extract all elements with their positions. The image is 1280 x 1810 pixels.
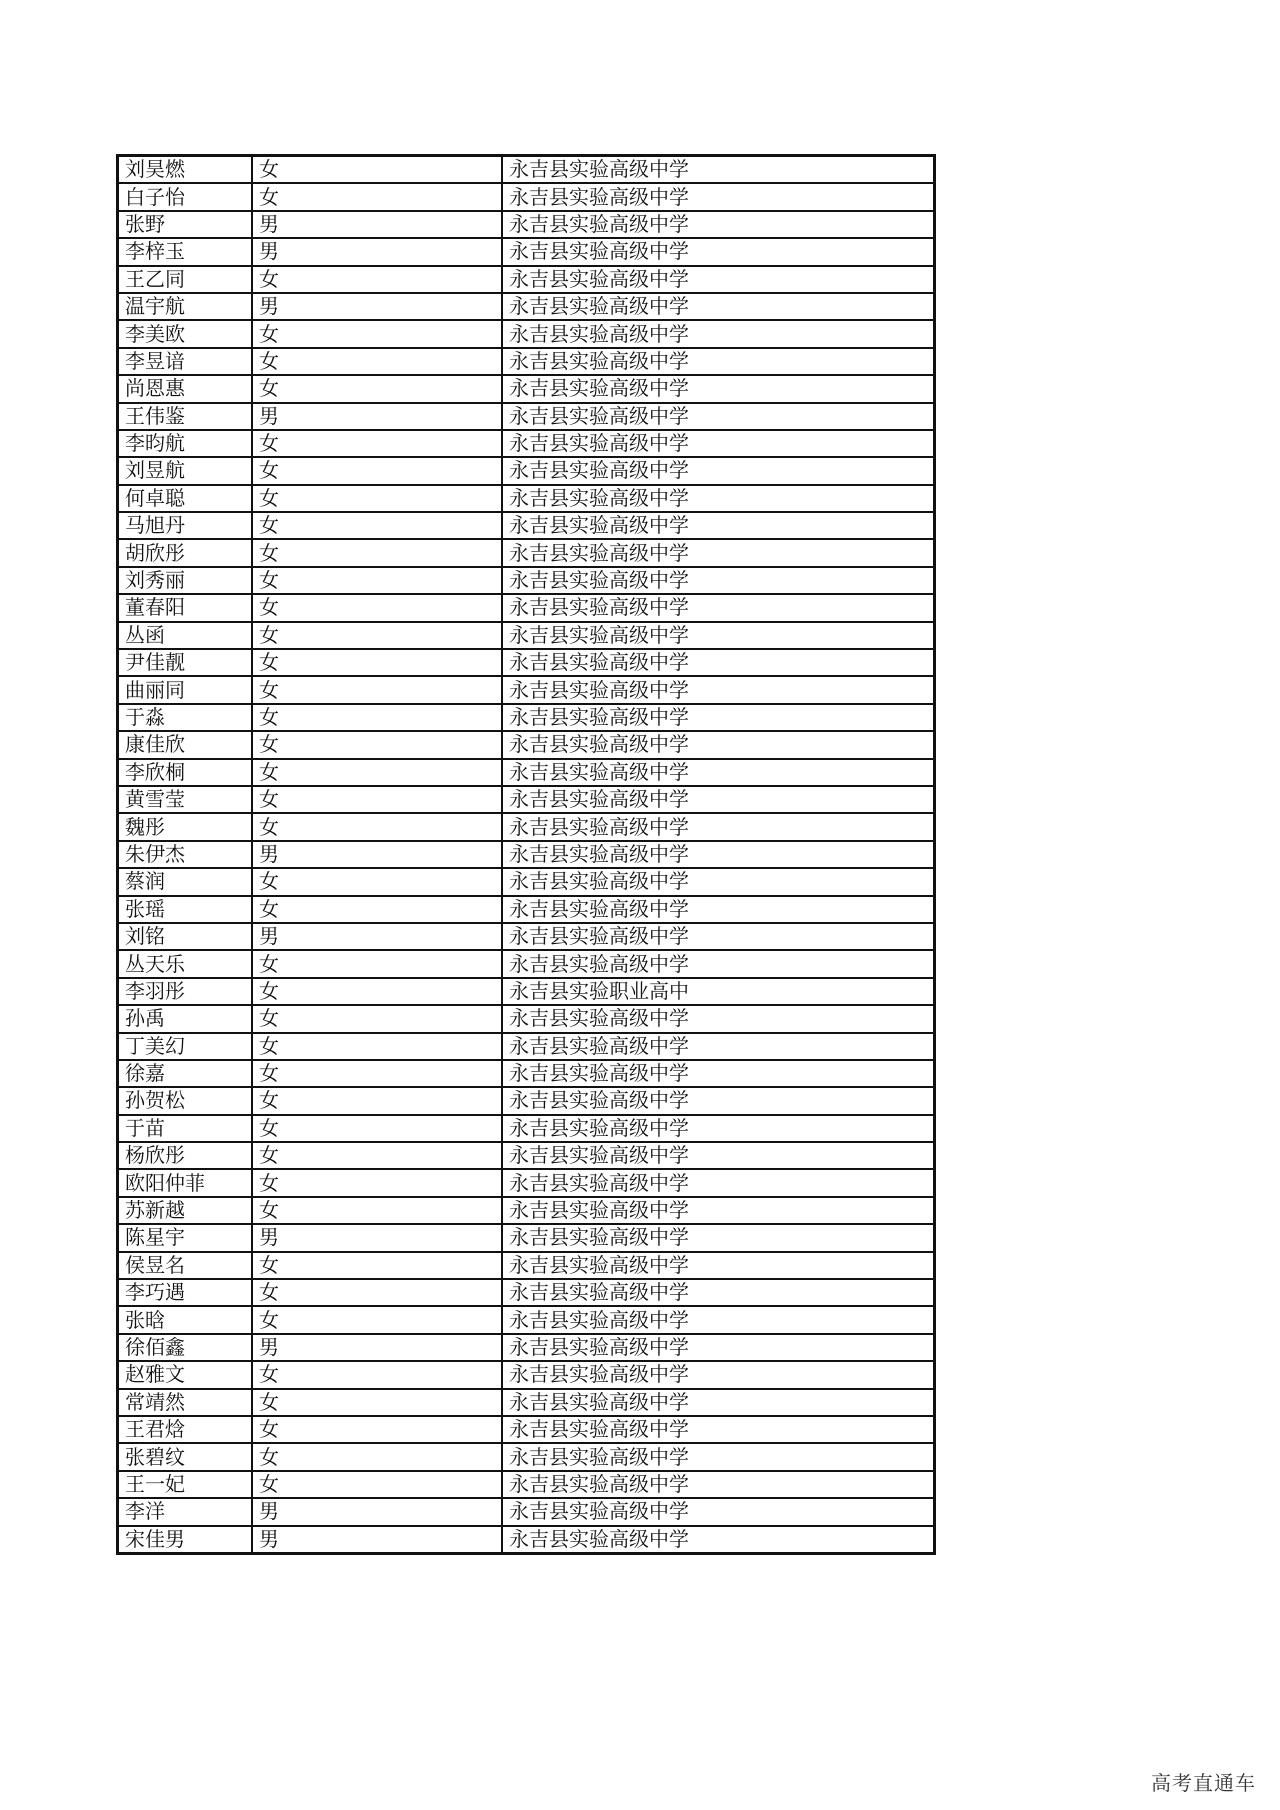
gender-cell: 女: [252, 896, 502, 923]
table-row: [118, 841, 935, 868]
name-cell: 徐嘉: [118, 1060, 253, 1087]
name-cell: 曲丽同: [118, 676, 253, 703]
roster-body: [118, 156, 935, 1554]
school-cell: 永吉县实验高级中学: [502, 1471, 935, 1498]
school-cell: 永吉县实验高级中学: [502, 704, 935, 731]
gender-cell: 女: [252, 649, 502, 676]
gender-cell: 男: [252, 1526, 502, 1554]
table-row: [118, 1142, 935, 1169]
name-cell: 于苗: [118, 1115, 253, 1142]
school-cell: 永吉县实验高级中学: [502, 731, 935, 758]
name-cell: 丛天乐: [118, 950, 253, 977]
gender-cell: 女: [252, 348, 502, 375]
table-row: [118, 1224, 935, 1251]
table-row: [118, 1005, 935, 1032]
school-cell: 永吉县实验高级中学: [502, 1033, 935, 1060]
school-cell: 永吉县实验高级中学: [502, 457, 935, 484]
school-cell: 永吉县实验职业高中: [502, 978, 935, 1005]
table-row: [118, 813, 935, 840]
name-cell: 苏新越: [118, 1197, 253, 1224]
table-row: [118, 1033, 935, 1060]
school-cell: 永吉县实验高级中学: [502, 594, 935, 621]
school-cell: 永吉县实验高级中学: [502, 1526, 935, 1554]
gender-cell: 女: [252, 1389, 502, 1416]
table-row: [118, 622, 935, 649]
name-cell: 张碧纹: [118, 1443, 253, 1470]
gender-cell: 女: [252, 1115, 502, 1142]
gender-cell: 女: [252, 430, 502, 457]
school-cell: 永吉县实验高级中学: [502, 211, 935, 238]
school-cell: 永吉县实验高级中学: [502, 1334, 935, 1361]
table-row: [118, 1416, 935, 1443]
school-cell: 永吉县实验高级中学: [502, 1252, 935, 1279]
name-cell: 蔡润: [118, 868, 253, 895]
name-cell: 黄雪莹: [118, 786, 253, 813]
table-row: [118, 1306, 935, 1333]
name-cell: 胡欣彤: [118, 539, 253, 566]
table-row: [118, 211, 935, 238]
name-cell: 李昱谙: [118, 348, 253, 375]
table-row: [118, 868, 935, 895]
gender-cell: 女: [252, 266, 502, 293]
table-row: [118, 512, 935, 539]
name-cell: 侯昱名: [118, 1252, 253, 1279]
name-cell: 李洋: [118, 1498, 253, 1525]
name-cell: 刘铭: [118, 923, 253, 950]
table-row: [118, 567, 935, 594]
gender-cell: 女: [252, 1252, 502, 1279]
table-row: [118, 1443, 935, 1470]
table-row: [118, 430, 935, 457]
table-row: [118, 1389, 935, 1416]
name-cell: 马旭丹: [118, 512, 253, 539]
name-cell: 王伟鉴: [118, 403, 253, 430]
school-cell: 永吉县实验高级中学: [502, 676, 935, 703]
name-cell: 李美欧: [118, 320, 253, 347]
name-cell: 陈星宇: [118, 1224, 253, 1251]
table-row: [118, 457, 935, 484]
school-cell: 永吉县实验高级中学: [502, 1224, 935, 1251]
school-cell: 永吉县实验高级中学: [502, 1197, 935, 1224]
name-cell: 魏彤: [118, 813, 253, 840]
table-row: [118, 649, 935, 676]
name-cell: 于淼: [118, 704, 253, 731]
school-cell: 永吉县实验高级中学: [502, 649, 935, 676]
gender-cell: 女: [252, 1197, 502, 1224]
name-cell: 张野: [118, 211, 253, 238]
school-cell: 永吉县实验高级中学: [502, 485, 935, 512]
school-cell: 永吉县实验高级中学: [502, 1169, 935, 1196]
school-cell: 永吉县实验高级中学: [502, 923, 935, 950]
gender-cell: 女: [252, 676, 502, 703]
gender-cell: 女: [252, 1416, 502, 1443]
table-row: [118, 1361, 935, 1388]
name-cell: 徐佰鑫: [118, 1334, 253, 1361]
gender-cell: 男: [252, 238, 502, 265]
table-row: [118, 1498, 935, 1525]
school-cell: 永吉县实验高级中学: [502, 1416, 935, 1443]
gender-cell: 女: [252, 1443, 502, 1470]
name-cell: 李昀航: [118, 430, 253, 457]
table-row: [118, 1169, 935, 1196]
table-row: [118, 156, 935, 184]
gender-cell: 女: [252, 1060, 502, 1087]
school-cell: 永吉县实验高级中学: [502, 759, 935, 786]
table-row: [118, 485, 935, 512]
name-cell: 刘昊燃: [118, 156, 253, 184]
school-cell: 永吉县实验高级中学: [502, 238, 935, 265]
table-row: [118, 293, 935, 320]
table-row: [118, 238, 935, 265]
gender-cell: 女: [252, 759, 502, 786]
gender-cell: 女: [252, 183, 502, 210]
table-row: [118, 1197, 935, 1224]
gender-cell: 女: [252, 622, 502, 649]
name-cell: 尹佳靓: [118, 649, 253, 676]
name-cell: 宋佳男: [118, 1526, 253, 1554]
gender-cell: 男: [252, 211, 502, 238]
school-cell: 永吉县实验高级中学: [502, 430, 935, 457]
gender-cell: 女: [252, 1142, 502, 1169]
school-cell: 永吉县实验高级中学: [502, 1361, 935, 1388]
name-cell: 丁美幻: [118, 1033, 253, 1060]
school-cell: 永吉县实验高级中学: [502, 320, 935, 347]
gender-cell: 女: [252, 813, 502, 840]
school-cell: 永吉县实验高级中学: [502, 1142, 935, 1169]
gender-cell: 男: [252, 1498, 502, 1525]
school-cell: 永吉县实验高级中学: [502, 403, 935, 430]
school-cell: 永吉县实验高级中学: [502, 1443, 935, 1470]
gender-cell: 女: [252, 950, 502, 977]
table-row: [118, 1252, 935, 1279]
gender-cell: 女: [252, 1471, 502, 1498]
gender-cell: 男: [252, 923, 502, 950]
school-cell: 永吉县实验高级中学: [502, 183, 935, 210]
school-cell: 永吉县实验高级中学: [502, 1498, 935, 1525]
table-row: [118, 539, 935, 566]
name-cell: 张瑶: [118, 896, 253, 923]
table-row: [118, 1471, 935, 1498]
gender-cell: 女: [252, 512, 502, 539]
table-row: [118, 1087, 935, 1114]
gender-cell: 女: [252, 1169, 502, 1196]
name-cell: 欧阳仲菲: [118, 1169, 253, 1196]
name-cell: 白子怡: [118, 183, 253, 210]
school-cell: 永吉县实验高级中学: [502, 156, 935, 184]
table-row: [118, 348, 935, 375]
table-row: [118, 978, 935, 1005]
gender-cell: 女: [252, 868, 502, 895]
table-row: [118, 950, 935, 977]
school-cell: 永吉县实验高级中学: [502, 1005, 935, 1032]
table-row: [118, 676, 935, 703]
gender-cell: 女: [252, 1361, 502, 1388]
watermark-text: 高考直通车: [1151, 1771, 1256, 1795]
gender-cell: 女: [252, 156, 502, 184]
school-cell: 永吉县实验高级中学: [502, 950, 935, 977]
name-cell: 温宇航: [118, 293, 253, 320]
name-cell: 王君焓: [118, 1416, 253, 1443]
name-cell: 赵雅文: [118, 1361, 253, 1388]
school-cell: 永吉县实验高级中学: [502, 868, 935, 895]
table-row: [118, 896, 935, 923]
name-cell: 孙禹: [118, 1005, 253, 1032]
school-cell: 永吉县实验高级中学: [502, 512, 935, 539]
gender-cell: 男: [252, 841, 502, 868]
school-cell: 永吉县实验高级中学: [502, 348, 935, 375]
table-row: [118, 704, 935, 731]
school-cell: 永吉县实验高级中学: [502, 896, 935, 923]
school-cell: 永吉县实验高级中学: [502, 622, 935, 649]
name-cell: 丛函: [118, 622, 253, 649]
name-cell: 常靖然: [118, 1389, 253, 1416]
gender-cell: 女: [252, 567, 502, 594]
name-cell: 朱伊杰: [118, 841, 253, 868]
table-row: [118, 183, 935, 210]
school-cell: 永吉县实验高级中学: [502, 1087, 935, 1114]
gender-cell: 女: [252, 457, 502, 484]
name-cell: 李巧遇: [118, 1279, 253, 1306]
gender-cell: 女: [252, 375, 502, 402]
gender-cell: 男: [252, 293, 502, 320]
table-row: [118, 731, 935, 758]
gender-cell: 女: [252, 1087, 502, 1114]
table-row: [118, 1526, 935, 1554]
gender-cell: 女: [252, 320, 502, 347]
name-cell: 何卓聪: [118, 485, 253, 512]
table-row: [118, 375, 935, 402]
name-cell: 杨欣彤: [118, 1142, 253, 1169]
name-cell: 王一妃: [118, 1471, 253, 1498]
table-row: [118, 786, 935, 813]
table-row: [118, 403, 935, 430]
table-row: [118, 759, 935, 786]
table-row: [118, 1115, 935, 1142]
school-cell: 永吉县实验高级中学: [502, 1060, 935, 1087]
table-row: [118, 1060, 935, 1087]
school-cell: 永吉县实验高级中学: [502, 813, 935, 840]
gender-cell: 男: [252, 403, 502, 430]
name-cell: 董春阳: [118, 594, 253, 621]
name-cell: 李羽彤: [118, 978, 253, 1005]
student-roster-table: [116, 154, 936, 1555]
gender-cell: 女: [252, 1005, 502, 1032]
gender-cell: 女: [252, 786, 502, 813]
name-cell: 李梓玉: [118, 238, 253, 265]
gender-cell: 女: [252, 978, 502, 1005]
gender-cell: 女: [252, 539, 502, 566]
school-cell: 永吉县实验高级中学: [502, 1279, 935, 1306]
table-row: [118, 923, 935, 950]
school-cell: 永吉县实验高级中学: [502, 567, 935, 594]
school-cell: 永吉县实验高级中学: [502, 1306, 935, 1333]
school-cell: 永吉县实验高级中学: [502, 266, 935, 293]
name-cell: 刘昱航: [118, 457, 253, 484]
name-cell: 孙贺松: [118, 1087, 253, 1114]
school-cell: 永吉县实验高级中学: [502, 539, 935, 566]
name-cell: 王乙同: [118, 266, 253, 293]
school-cell: 永吉县实验高级中学: [502, 1115, 935, 1142]
table-row: [118, 594, 935, 621]
name-cell: 尚恩惠: [118, 375, 253, 402]
name-cell: 李欣桐: [118, 759, 253, 786]
school-cell: 永吉县实验高级中学: [502, 786, 935, 813]
gender-cell: 男: [252, 1224, 502, 1251]
school-cell: 永吉县实验高级中学: [502, 375, 935, 402]
table-row: [118, 266, 935, 293]
gender-cell: 女: [252, 704, 502, 731]
gender-cell: 女: [252, 1279, 502, 1306]
school-cell: 永吉县实验高级中学: [502, 1389, 935, 1416]
table-row: [118, 1279, 935, 1306]
table-row: [118, 320, 935, 347]
gender-cell: 男: [252, 1334, 502, 1361]
gender-cell: 女: [252, 1033, 502, 1060]
gender-cell: 女: [252, 1306, 502, 1333]
name-cell: 康佳欣: [118, 731, 253, 758]
name-cell: 张晗: [118, 1306, 253, 1333]
gender-cell: 女: [252, 485, 502, 512]
school-cell: 永吉县实验高级中学: [502, 293, 935, 320]
name-cell: 刘秀丽: [118, 567, 253, 594]
gender-cell: 女: [252, 731, 502, 758]
table-row: [118, 1334, 935, 1361]
school-cell: 永吉县实验高级中学: [502, 841, 935, 868]
gender-cell: 女: [252, 594, 502, 621]
